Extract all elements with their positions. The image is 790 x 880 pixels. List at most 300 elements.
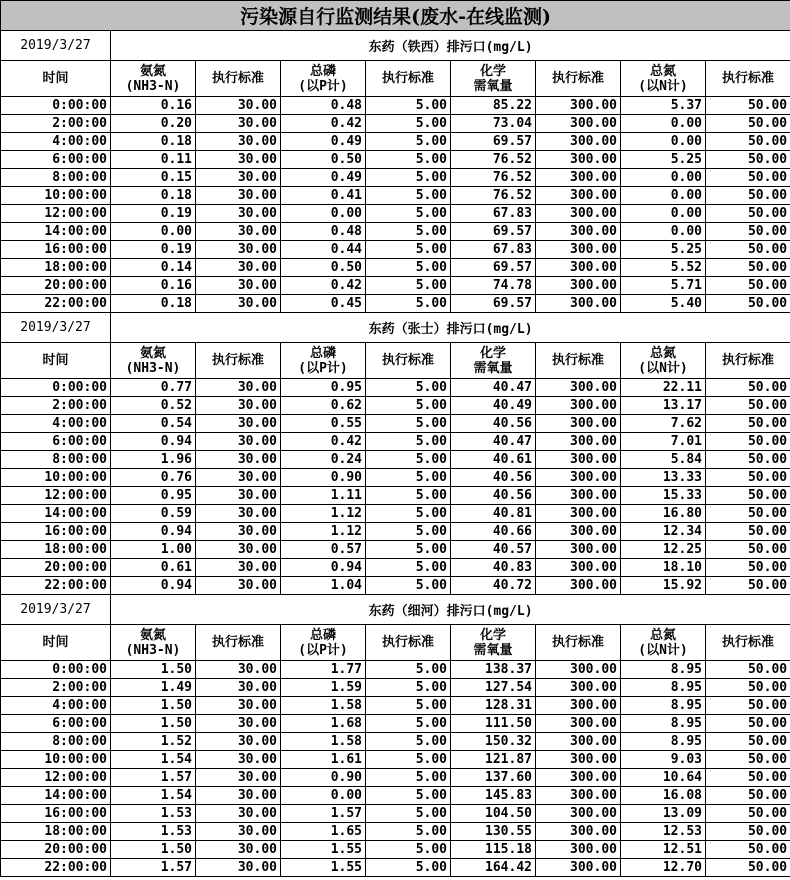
value-cell: 40.81 [451,505,536,523]
time-cell: 18:00:00 [1,823,111,841]
time-cell: 16:00:00 [1,241,111,259]
value-cell: 74.78 [451,277,536,295]
value-cell: 5.00 [366,223,451,241]
time-cell: 4:00:00 [1,697,111,715]
value-cell: 0.41 [281,187,366,205]
column-header [281,343,366,379]
value-cell: 50.00 [706,169,790,187]
table-row [1,823,790,841]
value-cell: 30.00 [196,733,281,751]
value-cell: 50.00 [706,769,790,787]
value-cell: 30.00 [196,169,281,187]
value-cell: 300.00 [536,169,621,187]
value-cell: 40.61 [451,451,536,469]
time-cell: 16:00:00 [1,805,111,823]
time-cell: 10:00:00 [1,187,111,205]
column-header-line: 执行标准 [722,71,775,86]
time-cell: 2:00:00 [1,115,111,133]
value-cell: 30.00 [196,823,281,841]
value-cell: 1.55 [281,841,366,859]
value-cell: 15.33 [621,487,706,505]
value-cell: 5.00 [366,787,451,805]
time-cell: 14:00:00 [1,787,111,805]
value-cell: 0.59 [111,505,196,523]
value-cell: 1.12 [281,523,366,541]
table-row [1,487,790,505]
value-cell: 8.95 [621,661,706,679]
value-cell: 5.00 [366,523,451,541]
column-header [451,343,536,379]
value-cell: 0.16 [111,97,196,115]
value-cell: 300.00 [536,451,621,469]
value-cell: 50.00 [706,205,790,223]
column-header-line: 需氧量 [473,78,513,94]
value-cell: 0.44 [281,241,366,259]
value-cell: 40.47 [451,379,536,397]
time-cell: 6:00:00 [1,433,111,451]
value-cell: 1.68 [281,715,366,733]
value-cell: 30.00 [196,187,281,205]
value-cell: 22.11 [621,379,706,397]
time-cell: 12:00:00 [1,769,111,787]
table-row [1,259,790,277]
value-cell: 300.00 [536,415,621,433]
value-cell: 67.83 [451,205,536,223]
table-row [1,295,790,313]
sheet-title: 污染源自行监测结果(废水-在线监测) [1,1,790,31]
value-cell: 50.00 [706,415,790,433]
section-date: 2019/3/27 [1,313,111,343]
value-cell: 30.00 [196,523,281,541]
value-cell: 50.00 [706,223,790,241]
value-cell: 1.57 [281,805,366,823]
value-cell: 30.00 [196,97,281,115]
value-cell: 8.95 [621,733,706,751]
time-cell: 12:00:00 [1,487,111,505]
value-cell: 300.00 [536,295,621,313]
table-row [1,169,790,187]
column-header [111,343,196,379]
time-cell: 10:00:00 [1,469,111,487]
value-cell: 5.00 [366,469,451,487]
value-cell: 50.00 [706,715,790,733]
value-cell: 30.00 [196,415,281,433]
value-cell: 0.18 [111,295,196,313]
value-cell: 50.00 [706,133,790,151]
value-cell: 0.19 [111,205,196,223]
table-row [1,787,790,805]
value-cell: 0.15 [111,169,196,187]
value-cell: 5.00 [366,151,451,169]
value-cell: 1.57 [111,769,196,787]
value-cell: 1.77 [281,661,366,679]
column-header-row [1,61,790,97]
time-cell: 20:00:00 [1,559,111,577]
value-cell: 300.00 [536,715,621,733]
table-row [1,697,790,715]
value-cell: 40.83 [451,559,536,577]
value-cell: 1.61 [281,751,366,769]
value-cell: 1.50 [111,841,196,859]
value-cell: 5.00 [366,451,451,469]
table-row [1,241,790,259]
value-cell: 7.01 [621,433,706,451]
table-row [1,469,790,487]
time-cell: 4:00:00 [1,133,111,151]
value-cell: 0.00 [621,187,706,205]
value-cell: 73.04 [451,115,536,133]
column-header [536,343,621,379]
value-cell: 127.54 [451,679,536,697]
section-date: 2019/3/27 [1,31,111,61]
time-cell: 6:00:00 [1,151,111,169]
value-cell: 1.55 [281,859,366,877]
table-row [1,661,790,679]
value-cell: 50.00 [706,187,790,205]
value-cell: 50.00 [706,433,790,451]
value-cell: 30.00 [196,277,281,295]
value-cell: 1.11 [281,487,366,505]
value-cell: 0.90 [281,769,366,787]
value-cell: 300.00 [536,805,621,823]
value-cell: 300.00 [536,769,621,787]
value-cell: 40.57 [451,541,536,559]
value-cell: 30.00 [196,787,281,805]
value-cell: 50.00 [706,559,790,577]
value-cell: 50.00 [706,505,790,523]
value-cell: 5.00 [366,277,451,295]
column-header-line: 化学 [479,345,506,361]
value-cell: 300.00 [536,379,621,397]
time-cell: 2:00:00 [1,397,111,415]
value-cell: 5.00 [366,133,451,151]
value-cell: 0.90 [281,469,366,487]
table-row [1,733,790,751]
value-cell: 1.49 [111,679,196,697]
value-cell: 1.04 [281,577,366,595]
value-cell: 0.50 [281,259,366,277]
value-cell: 50.00 [706,241,790,259]
value-cell: 0.61 [111,559,196,577]
column-header-line: (以N计) [638,78,688,94]
column-header-line: (以P计) [298,78,348,94]
table-row [1,379,790,397]
value-cell: 5.25 [621,241,706,259]
value-cell: 300.00 [536,259,621,277]
value-cell: 5.00 [366,733,451,751]
column-header [366,61,451,97]
value-cell: 76.52 [451,169,536,187]
column-header-line: 执行标准 [211,71,264,86]
column-header-line: 时间 [42,353,69,368]
time-cell: 10:00:00 [1,751,111,769]
column-header [196,61,281,97]
time-cell: 20:00:00 [1,841,111,859]
value-cell: 50.00 [706,787,790,805]
time-cell: 14:00:00 [1,505,111,523]
table-row [1,769,790,787]
time-cell: 22:00:00 [1,577,111,595]
table-row [1,577,790,595]
value-cell: 0.48 [281,97,366,115]
value-cell: 145.83 [451,787,536,805]
value-cell: 50.00 [706,451,790,469]
value-cell: 69.57 [451,133,536,151]
value-cell: 300.00 [536,187,621,205]
value-cell: 1.53 [111,823,196,841]
column-header [536,61,621,97]
value-cell: 12.25 [621,541,706,559]
column-header-line: 总氮 [649,345,676,361]
column-header-line: 执行标准 [722,353,775,368]
column-header-line: 化学 [479,627,506,643]
value-cell: 40.56 [451,469,536,487]
column-header [366,343,451,379]
value-cell: 30.00 [196,433,281,451]
table-row [1,97,790,115]
value-cell: 5.00 [366,97,451,115]
section-outlet-name: 东药（铁西）排污口(mg/L) [111,31,790,61]
table-row [1,751,790,769]
value-cell: 16.08 [621,787,706,805]
value-cell: 0.76 [111,469,196,487]
column-header-line: 氨氮 [139,345,166,361]
value-cell: 300.00 [536,223,621,241]
value-cell: 8.95 [621,715,706,733]
value-cell: 300.00 [536,787,621,805]
value-cell: 5.00 [366,115,451,133]
column-header-line: 执行标准 [551,635,604,650]
value-cell: 300.00 [536,97,621,115]
value-cell: 0.19 [111,241,196,259]
value-cell: 30.00 [196,397,281,415]
column-header [111,61,196,97]
table-row [1,679,790,697]
value-cell: 5.00 [366,433,451,451]
time-cell: 2:00:00 [1,679,111,697]
value-cell: 50.00 [706,277,790,295]
value-cell: 300.00 [536,559,621,577]
value-cell: 5.00 [366,169,451,187]
column-header-row [1,625,790,661]
value-cell: 69.57 [451,295,536,313]
value-cell: 0.95 [281,379,366,397]
value-cell: 50.00 [706,115,790,133]
value-cell: 30.00 [196,505,281,523]
value-cell: 30.00 [196,241,281,259]
value-cell: 1.50 [111,715,196,733]
value-cell: 30.00 [196,133,281,151]
time-cell: 22:00:00 [1,295,111,313]
value-cell: 5.37 [621,97,706,115]
section-date: 2019/3/27 [1,595,111,625]
column-header-line: 氨氮 [139,63,166,79]
value-cell: 0.20 [111,115,196,133]
column-header [281,625,366,661]
column-header-line: (以N计) [638,642,688,658]
time-cell: 8:00:00 [1,733,111,751]
column-header-row [1,343,790,379]
value-cell: 30.00 [196,469,281,487]
table-row [1,841,790,859]
time-cell: 0:00:00 [1,97,111,115]
value-cell: 0.45 [281,295,366,313]
value-cell: 5.71 [621,277,706,295]
value-cell: 164.42 [451,859,536,877]
value-cell: 50.00 [706,259,790,277]
column-header [706,343,790,379]
value-cell: 12.51 [621,841,706,859]
column-header-line: (以P计) [298,642,348,658]
value-cell: 1.57 [111,859,196,877]
time-cell: 8:00:00 [1,169,111,187]
value-cell: 5.00 [366,397,451,415]
value-cell: 69.57 [451,259,536,277]
column-header [621,343,706,379]
value-cell: 30.00 [196,661,281,679]
time-cell: 18:00:00 [1,259,111,277]
value-cell: 0.00 [621,223,706,241]
value-cell: 50.00 [706,151,790,169]
column-header-line: 需氧量 [473,642,513,658]
value-cell: 5.00 [366,751,451,769]
value-cell: 0.24 [281,451,366,469]
column-header-line: 总磷 [309,345,336,361]
column-header [451,625,536,661]
value-cell: 85.22 [451,97,536,115]
value-cell: 30.00 [196,715,281,733]
value-cell: 50.00 [706,679,790,697]
column-header [196,343,281,379]
value-cell: 5.00 [366,859,451,877]
value-cell: 150.32 [451,733,536,751]
value-cell: 300.00 [536,133,621,151]
value-cell: 0.57 [281,541,366,559]
value-cell: 8.95 [621,697,706,715]
value-cell: 76.52 [451,187,536,205]
value-cell: 12.53 [621,823,706,841]
value-cell: 30.00 [196,223,281,241]
value-cell: 0.94 [111,577,196,595]
value-cell: 50.00 [706,577,790,595]
table-row [1,397,790,415]
value-cell: 0.94 [111,433,196,451]
value-cell: 0.00 [111,223,196,241]
value-cell: 1.00 [111,541,196,559]
value-cell: 1.65 [281,823,366,841]
value-cell: 50.00 [706,469,790,487]
value-cell: 30.00 [196,295,281,313]
value-cell: 0.00 [281,205,366,223]
value-cell: 40.66 [451,523,536,541]
value-cell: 115.18 [451,841,536,859]
value-cell: 5.52 [621,259,706,277]
column-header-line: (NH3-N) [125,78,181,94]
value-cell: 300.00 [536,697,621,715]
value-cell: 18.10 [621,559,706,577]
value-cell: 67.83 [451,241,536,259]
table-row [1,505,790,523]
value-cell: 5.00 [366,805,451,823]
column-header-line: 总氮 [649,627,676,643]
value-cell: 30.00 [196,751,281,769]
value-cell: 5.00 [366,505,451,523]
time-cell: 16:00:00 [1,523,111,541]
table-row [1,115,790,133]
value-cell: 30.00 [196,541,281,559]
value-cell: 130.55 [451,823,536,841]
column-header-line: 总氮 [649,63,676,79]
value-cell: 12.70 [621,859,706,877]
column-header-line: 执行标准 [211,635,264,650]
value-cell: 5.40 [621,295,706,313]
value-cell: 0.54 [111,415,196,433]
value-cell: 30.00 [196,451,281,469]
value-cell: 1.96 [111,451,196,469]
value-cell: 300.00 [536,433,621,451]
table-row [1,277,790,295]
value-cell: 50.00 [706,523,790,541]
column-header-line: (NH3-N) [125,360,181,376]
value-cell: 13.33 [621,469,706,487]
value-cell: 76.52 [451,151,536,169]
table-row [1,805,790,823]
section-header-row [1,31,790,61]
value-cell: 1.58 [281,733,366,751]
time-cell: 8:00:00 [1,451,111,469]
value-cell: 12.34 [621,523,706,541]
table-row [1,151,790,169]
value-cell: 5.00 [366,577,451,595]
column-header [621,61,706,97]
value-cell: 50.00 [706,805,790,823]
value-cell: 10.64 [621,769,706,787]
value-cell: 50.00 [706,751,790,769]
value-cell: 0.50 [281,151,366,169]
table-row [1,433,790,451]
value-cell: 50.00 [706,697,790,715]
value-cell: 69.57 [451,223,536,241]
value-cell: 30.00 [196,259,281,277]
value-cell: 30.00 [196,115,281,133]
column-header [621,625,706,661]
value-cell: 5.25 [621,151,706,169]
value-cell: 5.84 [621,451,706,469]
value-cell: 0.52 [111,397,196,415]
time-cell: 12:00:00 [1,205,111,223]
time-cell: 4:00:00 [1,415,111,433]
value-cell: 7.62 [621,415,706,433]
value-cell: 13.17 [621,397,706,415]
title-row [1,1,790,31]
column-header [281,61,366,97]
value-cell: 300.00 [536,241,621,259]
section-outlet-name: 东药（张士）排污口(mg/L) [111,313,790,343]
column-header [111,625,196,661]
column-header [706,625,790,661]
time-cell: 20:00:00 [1,277,111,295]
value-cell: 5.00 [366,841,451,859]
value-cell: 30.00 [196,205,281,223]
value-cell: 300.00 [536,859,621,877]
value-cell: 111.50 [451,715,536,733]
value-cell: 1.58 [281,697,366,715]
value-cell: 300.00 [536,469,621,487]
value-cell: 121.87 [451,751,536,769]
value-cell: 300.00 [536,679,621,697]
value-cell: 137.60 [451,769,536,787]
value-cell: 0.42 [281,433,366,451]
